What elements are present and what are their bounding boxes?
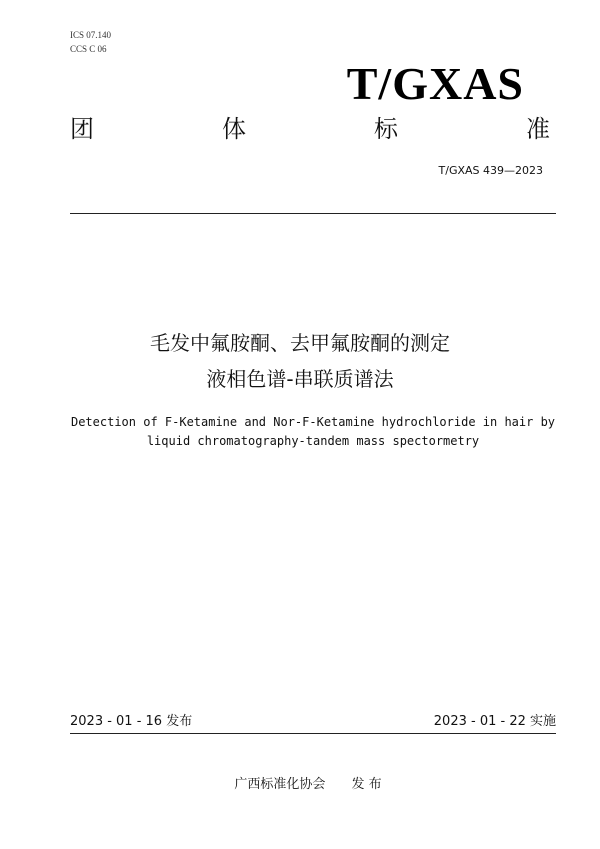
title-zh-line1: 毛发中氟胺酮、去甲氟胺酮的测定	[150, 331, 450, 355]
publisher-action: 发 布	[351, 777, 382, 792]
standard-kind-char: 标	[374, 115, 398, 143]
ccs-code: CCS C 06	[70, 44, 107, 54]
standard-kind	[70, 114, 550, 144]
title-zh-line2: 液相色谱-串联质谱法	[206, 367, 394, 391]
classification-block	[70, 28, 111, 56]
footer-divider	[70, 733, 556, 734]
standard-logo: T/GXAS	[346, 58, 524, 109]
header-divider	[70, 213, 556, 214]
standard-code: T/GXAS 439—2023	[438, 164, 543, 177]
standard-kind-char: 团	[70, 115, 94, 143]
title-en-line1: Detection of F-Ketamine and Nor-F-Ketamine hydrochloride in hair by	[70, 415, 556, 429]
publisher-org: 广西标准化协会	[234, 777, 326, 792]
standard-kind-char: 体	[222, 115, 246, 143]
ics-code: ICS 07.140	[70, 30, 112, 40]
standard-kind-char: 准	[526, 115, 550, 143]
publisher-line	[0, 776, 600, 794]
issue-date: 2023 - 01 - 16 发布	[70, 714, 193, 729]
implement-date: 2023 - 01 - 22 实施	[433, 714, 556, 729]
title-en-line2: liquid chromatography-tandem mass spectormetry	[146, 434, 480, 448]
